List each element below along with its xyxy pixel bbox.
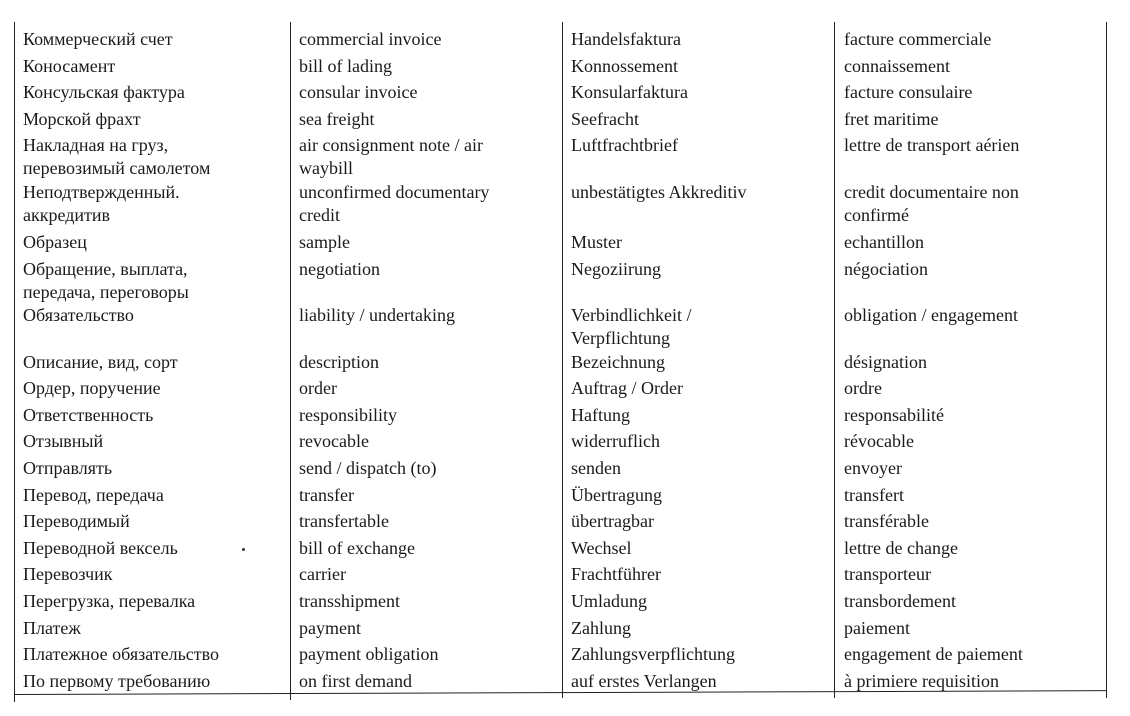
cell-text-line: Haftung: [571, 405, 630, 425]
french-term-cell: [834, 510, 1107, 533]
cell-text-line: Обязательство: [23, 305, 134, 325]
english-term-cell: [290, 563, 562, 586]
cell-text-line: Übertragung: [571, 485, 662, 505]
russian-term-cell: [14, 617, 290, 640]
english-term-cell: [290, 643, 562, 666]
table-row: [14, 377, 1107, 400]
cell-text-line: fret maritime: [844, 109, 939, 129]
cell-text-line: negotiation: [299, 259, 380, 279]
cell-text-line: Накладная на груз,: [23, 135, 169, 155]
cell-text-line: bill of exchange: [299, 538, 415, 558]
cell-text-line: commercial invoice: [299, 29, 442, 49]
cell-text-line: Verbindlichkeit /: [571, 305, 692, 325]
cell-text-line: confirmé: [844, 205, 909, 225]
cell-text-line: Konsularfaktura: [571, 82, 688, 102]
russian-term-cell: [14, 510, 290, 533]
german-term-cell: [562, 81, 834, 104]
cell-text-line: Konnossement: [571, 56, 678, 76]
cell-text-line: Перевозчик: [23, 564, 113, 584]
cell-text-line: Zahlungsverpflichtung: [571, 644, 735, 664]
german-term-cell: [562, 258, 834, 304]
german-term-cell: [562, 134, 834, 180]
french-term-cell: [834, 643, 1107, 666]
english-term-cell: [290, 81, 562, 104]
german-term-cell: [562, 404, 834, 427]
french-term-cell: [834, 430, 1107, 453]
table-row: [14, 181, 1107, 227]
cell-text-line: credit documentaire non: [844, 182, 1019, 202]
cell-text-line: Zahlung: [571, 618, 631, 638]
russian-term-cell: [14, 457, 290, 480]
french-term-cell: [834, 563, 1107, 586]
french-term-cell: [834, 377, 1107, 400]
russian-term-cell: [14, 430, 290, 453]
cell-text-line: désignation: [844, 352, 927, 372]
cell-text-line: waybill: [299, 158, 353, 178]
cell-text-line: transférable: [844, 511, 929, 531]
english-term-cell: [290, 181, 562, 227]
cell-text-line: consular invoice: [299, 82, 418, 102]
german-term-cell: [562, 108, 834, 131]
cell-text-line: révocable: [844, 431, 914, 451]
cell-text-line: unbestätigtes Akkreditiv: [571, 182, 747, 202]
german-term-cell: [562, 670, 834, 693]
cell-text-line: transfert: [844, 485, 904, 505]
russian-term-cell: [14, 377, 290, 400]
russian-term-cell: [14, 134, 290, 180]
french-term-cell: [834, 134, 1107, 180]
cell-text-line: Описание, вид, сорт: [23, 352, 178, 372]
english-term-cell: [290, 304, 562, 350]
english-term-cell: [290, 484, 562, 507]
english-term-cell: [290, 430, 562, 453]
cell-text-line: transshipment: [299, 591, 400, 611]
german-term-cell: [562, 537, 834, 560]
english-term-cell: [290, 457, 562, 480]
cell-text-line: transbordement: [844, 591, 956, 611]
english-term-cell: [290, 351, 562, 374]
english-term-cell: [290, 231, 562, 254]
table-row: [14, 457, 1107, 480]
german-term-cell: [562, 484, 834, 507]
french-term-cell: [834, 537, 1107, 560]
cell-text-line: перевозимый самолетом: [23, 158, 211, 178]
english-term-cell: [290, 510, 562, 533]
cell-text-line: facture consulaire: [844, 82, 973, 102]
table-row: [14, 537, 1107, 560]
russian-term-cell: [14, 28, 290, 51]
table-row: [14, 231, 1107, 254]
cell-text-line: payment: [299, 618, 361, 638]
english-term-cell: [290, 108, 562, 131]
russian-term-cell: [14, 537, 290, 560]
english-term-cell: [290, 670, 562, 693]
german-term-cell: [562, 55, 834, 78]
cell-text-line: Handelsfaktura: [571, 29, 681, 49]
cell-text-line: send / dispatch (to): [299, 458, 437, 478]
table-row: [14, 643, 1107, 666]
cell-text-line: bill of lading: [299, 56, 392, 76]
cell-text-line: unconfirmed documentary: [299, 182, 490, 202]
cell-text-line: Платеж: [23, 618, 81, 638]
cell-text-line: Перегрузка, перевалка: [23, 591, 196, 611]
cell-text-line: По первому требованию: [23, 671, 211, 691]
french-term-cell: [834, 351, 1107, 374]
cell-text-line: Seefracht: [571, 109, 639, 129]
cell-text-line: envoyer: [844, 458, 902, 478]
cell-text-line: Переводимый: [23, 511, 130, 531]
russian-term-cell: [14, 670, 290, 693]
glossary-table: [14, 28, 1107, 698]
russian-term-cell: [14, 484, 290, 507]
cell-text-line: Ответственность: [23, 405, 154, 425]
german-term-cell: [562, 563, 834, 586]
french-term-cell: [834, 404, 1107, 427]
cell-text-line: on first demand: [299, 671, 412, 691]
german-term-cell: [562, 351, 834, 374]
cell-text-line: transfertable: [299, 511, 389, 531]
french-term-cell: [834, 55, 1107, 78]
english-term-cell: [290, 617, 562, 640]
french-term-cell: [834, 304, 1107, 350]
cell-text-line: Морской фрахт: [23, 109, 141, 129]
cell-text-line: Umladung: [571, 591, 647, 611]
french-term-cell: [834, 670, 1107, 693]
german-term-cell: [562, 231, 834, 254]
english-term-cell: [290, 377, 562, 400]
french-term-cell: [834, 28, 1107, 51]
cell-text-line: order: [299, 378, 337, 398]
english-term-cell: [290, 404, 562, 427]
cell-text-line: Платежное обязательство: [23, 644, 220, 664]
russian-term-cell: [14, 181, 290, 227]
cell-text-line: payment obligation: [299, 644, 439, 664]
english-term-cell: [290, 590, 562, 613]
french-term-cell: [834, 617, 1107, 640]
cell-text-line: Перевод, передача: [23, 485, 164, 505]
cell-text-line: obligation / engagement: [844, 305, 1018, 325]
cell-text-line: widerruflich: [571, 431, 660, 451]
russian-term-cell: [14, 351, 290, 374]
cell-text-line: передача, переговоры: [23, 282, 189, 302]
russian-term-cell: [14, 643, 290, 666]
cell-text-line: description: [299, 352, 379, 372]
cell-text-line: Коммерческий счет: [23, 29, 173, 49]
cell-text-line: Auftrag / Order: [571, 378, 683, 398]
cell-text-line: responsabilité: [844, 405, 944, 425]
german-term-cell: [562, 377, 834, 400]
english-term-cell: [290, 258, 562, 304]
german-term-cell: [562, 457, 834, 480]
german-term-cell: [562, 510, 834, 533]
cell-text-line: Обращение, выплата,: [23, 259, 188, 279]
cell-text-line: credit: [299, 205, 340, 225]
table-row: [14, 304, 1107, 350]
table-row: [14, 670, 1107, 693]
french-term-cell: [834, 457, 1107, 480]
table-row: [14, 351, 1107, 374]
russian-term-cell: [14, 404, 290, 427]
table-row: [14, 134, 1107, 180]
cell-text-line: négociation: [844, 259, 928, 279]
cell-text-line: paiement: [844, 618, 910, 638]
cell-text-line: Неподтвержденный.: [23, 182, 180, 202]
french-term-cell: [834, 181, 1107, 227]
cell-text-line: auf erstes Verlangen: [571, 671, 717, 691]
cell-text-line: connaissement: [844, 56, 950, 76]
russian-term-cell: [14, 304, 290, 350]
french-term-cell: [834, 108, 1107, 131]
cell-text-line: air consignment note / air: [299, 135, 483, 155]
cell-text-line: à primiere requisition: [844, 671, 999, 691]
cell-text-line: Negoziirung: [571, 259, 661, 279]
french-term-cell: [834, 231, 1107, 254]
cell-text-line: transporteur: [844, 564, 931, 584]
table-row: [14, 617, 1107, 640]
cell-text-line: ordre: [844, 378, 882, 398]
english-term-cell: [290, 134, 562, 180]
table-row: [14, 563, 1107, 586]
cell-text-line: transfer: [299, 485, 354, 505]
cell-text-line: senden: [571, 458, 621, 478]
table-row: [14, 484, 1107, 507]
german-term-cell: [562, 181, 834, 227]
cell-text-line: Wechsel: [571, 538, 632, 558]
table-row: [14, 430, 1107, 453]
table-row: [14, 55, 1107, 78]
cell-text-line: аккредитив: [23, 205, 111, 225]
german-term-cell: [562, 430, 834, 453]
cell-text-line: Образец: [23, 232, 87, 252]
cell-text-line: Коносамент: [23, 56, 116, 76]
english-term-cell: [290, 28, 562, 51]
table-row: [14, 510, 1107, 533]
russian-term-cell: [14, 563, 290, 586]
german-term-cell: [562, 643, 834, 666]
german-term-cell: [562, 304, 834, 350]
table-row: [14, 258, 1107, 304]
russian-term-cell: [14, 55, 290, 78]
french-term-cell: [834, 590, 1107, 613]
cell-text-line: facture commerciale: [844, 29, 992, 49]
cell-text-line: Консульская фактура: [23, 82, 185, 102]
cell-text-line: engagement de paiement: [844, 644, 1023, 664]
table-row: [14, 404, 1107, 427]
cell-text-line: responsibility: [299, 405, 397, 425]
french-term-cell: [834, 258, 1107, 304]
cell-text-line: revocable: [299, 431, 369, 451]
table-row: [14, 28, 1107, 51]
cell-text-line: Luftfrachtbrief: [571, 135, 678, 155]
cell-text-line: liability / undertaking: [299, 305, 455, 325]
cell-text-line: Frachtführer: [571, 564, 661, 584]
russian-term-cell: [14, 81, 290, 104]
table-row: [14, 81, 1107, 104]
table-row: [14, 108, 1107, 131]
cell-text-line: carrier: [299, 564, 346, 584]
cell-text-line: lettre de change: [844, 538, 958, 558]
german-term-cell: [562, 590, 834, 613]
english-term-cell: [290, 537, 562, 560]
cell-text-line: sea freight: [299, 109, 375, 129]
cell-text-line: echantillon: [844, 232, 924, 252]
cell-text-line: Переводной вексель: [23, 538, 178, 558]
german-term-cell: [562, 617, 834, 640]
cell-text-line: Отправлять: [23, 458, 113, 478]
english-term-cell: [290, 55, 562, 78]
cell-text-line: übertragbar: [571, 511, 654, 531]
german-term-cell: [562, 28, 834, 51]
cell-text-line: lettre de transport aérien: [844, 135, 1020, 155]
french-term-cell: [834, 81, 1107, 104]
french-term-cell: [834, 484, 1107, 507]
russian-term-cell: [14, 258, 290, 304]
cell-text-line: sample: [299, 232, 350, 252]
cell-text-line: Bezeichnung: [571, 352, 665, 372]
table-row: [14, 590, 1107, 613]
russian-term-cell: [14, 590, 290, 613]
russian-term-cell: [14, 108, 290, 131]
cell-text-line: Verpflichtung: [571, 328, 670, 348]
cell-text-line: Отзывный: [23, 431, 104, 451]
cell-text-line: Ордер, поручение: [23, 378, 161, 398]
russian-term-cell: [14, 231, 290, 254]
cell-text-line: Muster: [571, 232, 622, 252]
